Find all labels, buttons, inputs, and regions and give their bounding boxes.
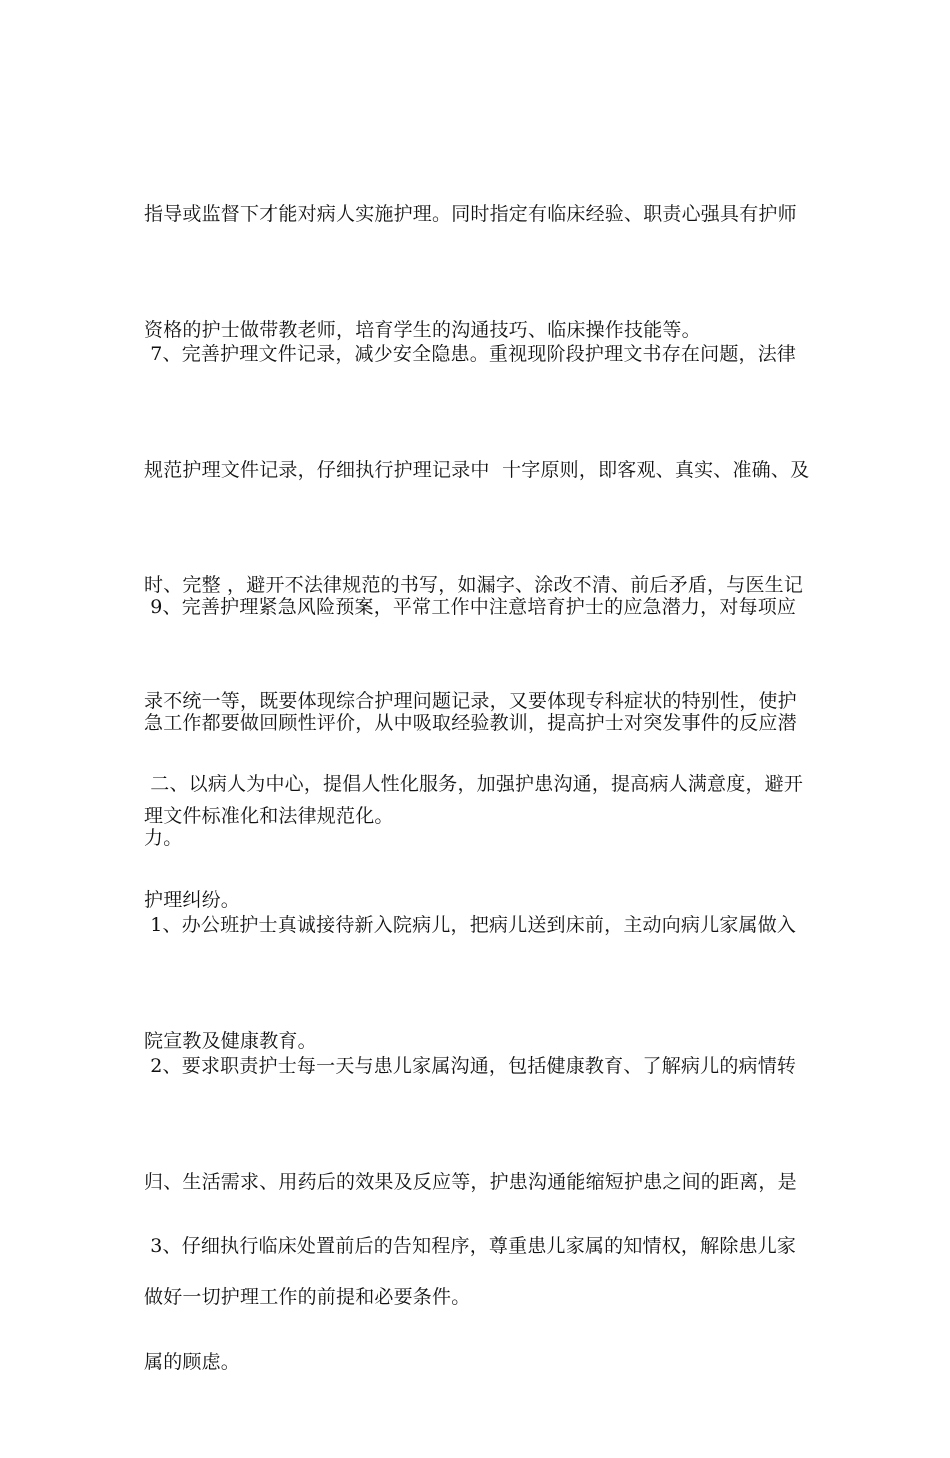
paragraph-line: 7、完善护理文件记录，减少安全隐患。重视现阶段护理文书存在问题，法律 xyxy=(144,343,797,365)
paragraph-line: 二、以病人为中心，提倡人性化服务，加强护患沟通，提高病人满意度，避开 xyxy=(144,773,804,795)
paragraph-line: 3、仔细执行临床处置前后的告知程序，尊重患儿家属的知情权，解除患儿家 xyxy=(144,1235,797,1257)
paragraph-line: 指导或监督下才能对病人实施护理。同时指定有临床经验、职责心强具有护师 xyxy=(144,203,797,225)
paragraph-line: 院宣教及健康教育。 xyxy=(144,1029,317,1052)
paragraph-line: 属的顾虑。 xyxy=(144,1350,241,1373)
paragraph-line: 1、办公班护士真诚接待新入院病儿，把病儿送到床前，主动向病儿家属做入 xyxy=(144,914,797,936)
paragraph-line: 资格的护士做带教老师，培育学生的沟通技巧、临床操作技能等。 xyxy=(144,318,701,341)
paragraph-line: 归、生活需求、用药后的效果及反应等，护患沟通能缩短护患之间的距离，是 xyxy=(144,1170,797,1193)
paragraph-line: 9、完善护理紧急风险预案，平常工作中注意培育护士的应急潜力，对每项应 xyxy=(144,596,797,618)
paragraph-line: 2、要求职责护士每一天与患儿家属沟通，包括健康教育、了解病儿的病情转 xyxy=(144,1055,797,1077)
paragraph-line: 急工作都要做回顾性评价，从中吸取经验教训，提高护士对突发事件的反应潜 xyxy=(144,711,797,734)
paragraph-line: 规范护理文件记录，仔细执行护理记录中 十字原则，即客观、真实、准确、及 xyxy=(144,458,810,481)
paragraph-line: 时、完整 ，避开不法律规范的书写，如漏字、涂改不清、前后矛盾，与医生记 xyxy=(144,574,804,596)
paragraph-line: 录不统一等，既要体现综合护理问题记录，又要体现专科症状的特别性，使护 xyxy=(144,689,797,712)
paragraph-item-3 xyxy=(144,1150,812,1458)
paragraph-line: 力。 xyxy=(144,827,183,849)
paragraph-line: 理文件标准化和法律规范化。 xyxy=(144,805,394,827)
paragraph-line: 做好一切护理工作的前提和必要条件。 xyxy=(144,1286,471,1308)
paragraph-line: 护理纠纷。 xyxy=(144,888,241,911)
